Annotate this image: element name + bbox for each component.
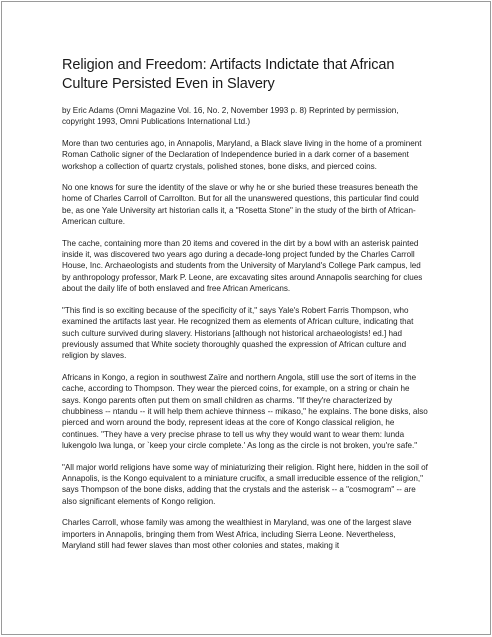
article-title: Religion and Freedom: Artifacts Indictate that African Culture Persisted Even in Slavery xyxy=(62,57,395,92)
paragraph-7: Charles Carroll, whose family was among the wealthiest in Maryland, was one of the largest slave importers in Annapolis, bringing them from West Africa, including Sierra Leone. Nevertheless, Maryland still had fewer slaves than most other colonies and states, making it xyxy=(62,518,412,550)
paragraph-4: "This find is so exciting because of the specificity of it," says Yale's Robert Farris Thompson, who examined the artifacts last year. He recognized them as elements of African culture, indicating that such culture survived during slavery. Historians [although not historical archaeologists! ed.] had previously assumed that White society thoroughly quashed the expression of African culture and religion by slaves. xyxy=(62,305,414,361)
paragraph-2: No one knows for sure the identity of the slave or why he or she buried these treasures beneath the home of Charles Carroll of Carrollton. But for all the unanswered questions, this particular find could be, as one Yale University art historian calls it, a "Rosetta Stone" in the study of the birth of African-American culture. xyxy=(62,183,419,227)
paragraph-1: More than two centuries ago, in Annapolis, Maryland, a Black slave living in the home of a prominent Roman Catholic signer of the Declaration of Independence buried in a dark corner of a basement workshop a collection of quartz crystals, polished stones, bone disks, and pierced coins. xyxy=(62,138,422,171)
paragraph-3: The cache, containing more than 20 items and covered in the dirt by a bowl with an asterisk painted inside it, was discovered two years ago during a decade-long project funded by the Charles Carroll House, Inc. Archaeologists and students from the University of Maryland's College Park campus, led by anthropology professor, Mark P. Leone, are excavating sites around Annapolis searching for clues about the daily life of both enslaved and free African Americans. xyxy=(62,238,423,294)
document-page xyxy=(1,1,491,635)
article-byline: by Eric Adams (Omni Magazine Vol. 16, No. 2, November 1993 p. 8) Reprinted by permission, copyright 1993, Omni Publications International Ltd.) xyxy=(62,106,399,127)
paragraph-6: "All major world religions have some way of miniaturizing their religion. Right here, hidden in the soil of Annapolis, is the Kongo equivalent to a miniature crucifix, a small irreducible essence of the religion," says Thompson of the bone disks, adding that the crystals and the asterisk -- a "cosmogram" -- are also significant elements of Kongo religion. xyxy=(62,462,428,506)
paragraph-5: Africans in Kongo, a region in southwest Zaïre and northern Angola, still use the sort of items in the cache, according to Thompson. They wear the pierced coins, for example, on a string or chain he says. Kongo parents often put them on small children as charms. "If they're characterized by chubbiness -- ntandu -- it will help them achieve thinness -- mikaso," he explains. The bone disks, also pierced and worn around the body, represent ideas at the core of Kongo classical religion, he continues. "They have a very precise phrase to tell us why they would want to wear them: lunda lukengolo lwa lunga, or `keep your circle complete.' As long as the circle is not broken, you're safe." xyxy=(62,372,428,451)
